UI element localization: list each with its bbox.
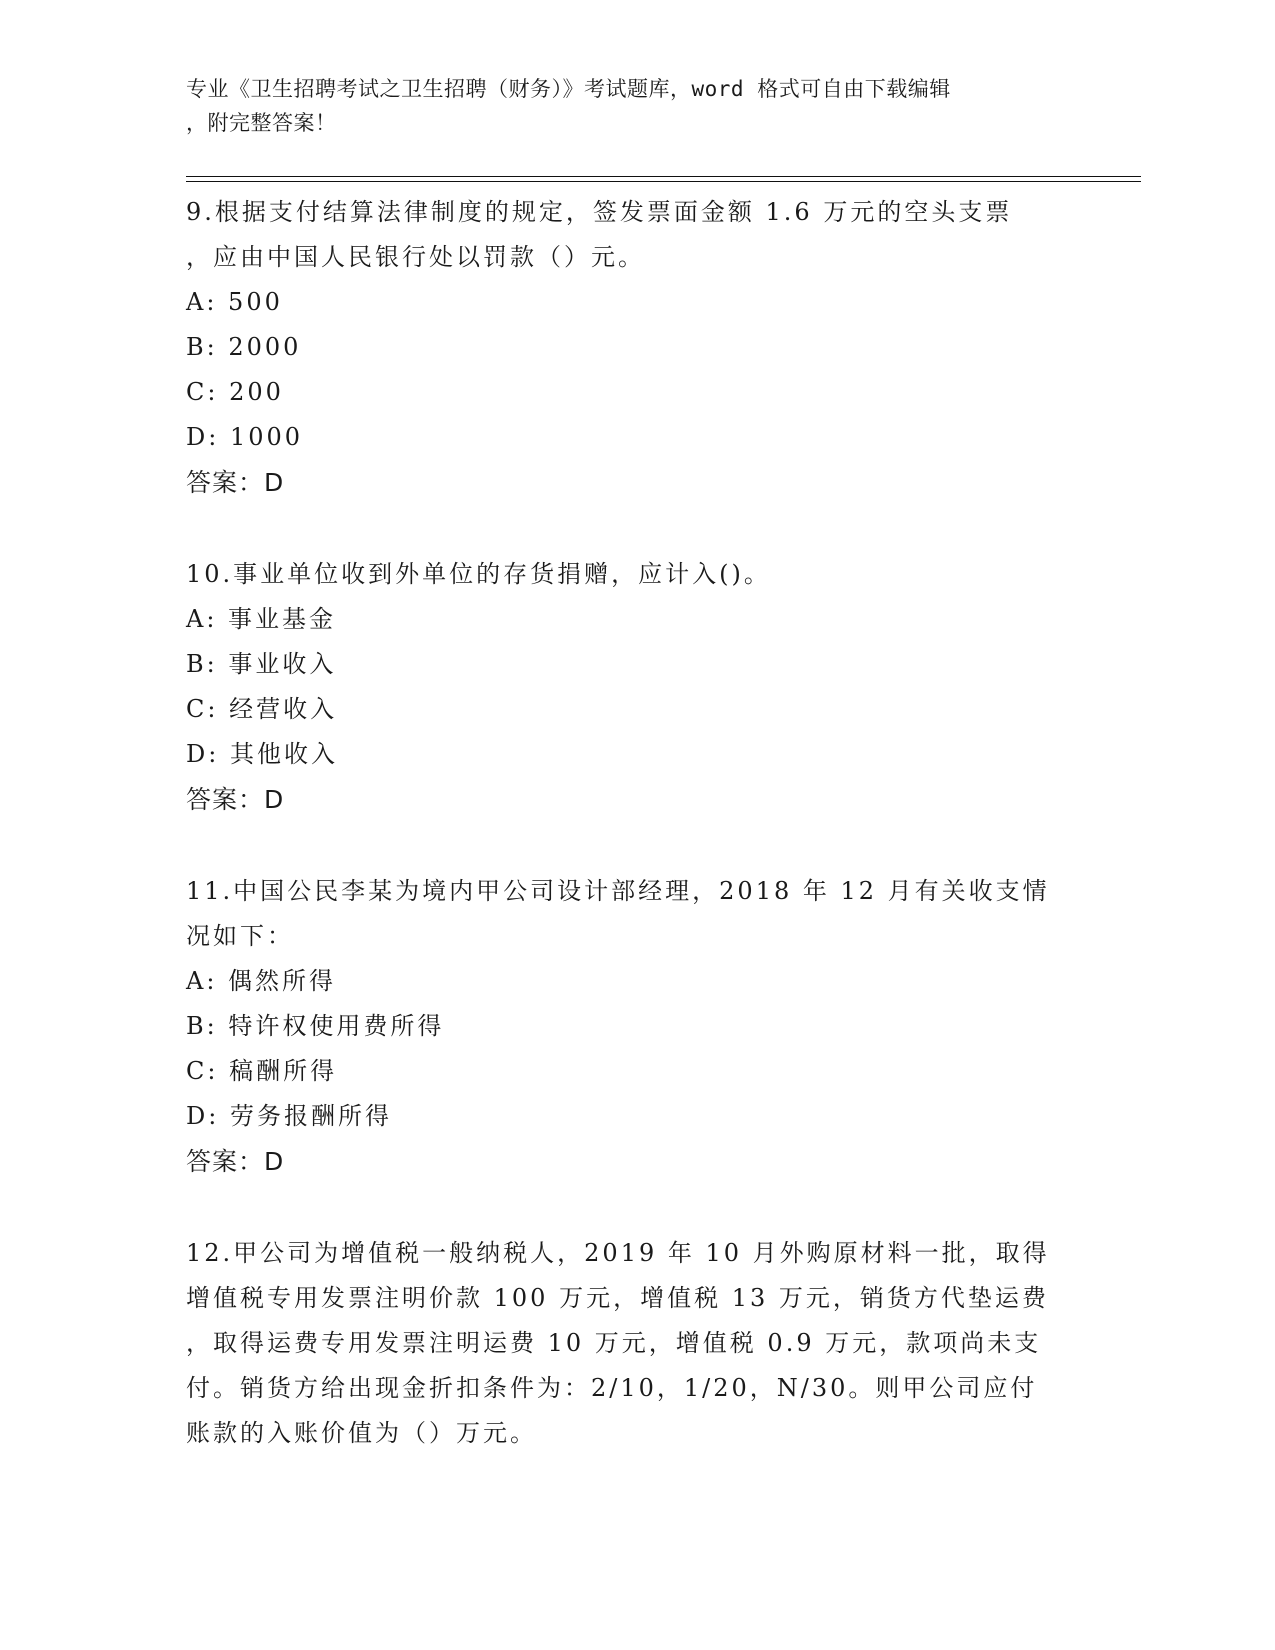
question-stem [186,188,1086,280]
stem-line: ，应由中国人民银行处以罚款（）元。 [186,243,645,271]
stem-line: 9.根据支付结算法律制度的规定，签发票面金额 1.6 万元的空头支票 [186,198,1013,226]
option-d: D: 其他收入 [186,740,338,768]
question-list [186,188,1086,1456]
stem-line: ，取得运费专用发票注明运费 10 万元，增值税 0.9 万元，款项尚未支 [186,1329,1042,1357]
option-a: A: 偶然所得 [186,967,337,995]
option-b: B: 2000 [186,333,302,361]
question-stem [186,867,1086,959]
header-divider-top [186,176,1141,177]
question-spacer [186,505,1086,550]
answer-line: 答案：D [186,1147,285,1176]
option-c: C: 稿酬所得 [186,1057,338,1085]
question-spacer [186,1184,1086,1229]
question-9 [186,188,1086,505]
question-11 [186,867,1086,1184]
stem-line: 10.事业单位收到外单位的存货捐赠，应计入()。 [186,560,771,588]
question-spacer [186,822,1086,867]
stem-line: 账款的入账价值为（）万元。 [186,1419,537,1447]
question-10 [186,550,1086,822]
option-d: D: 劳务报酬所得 [186,1102,392,1130]
header-line-1: 专业《卫生招聘考试之卫生招聘（财务）》考试题库，word 格式可自由下载编辑 [186,77,951,101]
stem-line: 11.中国公民李某为境内甲公司设计部经理，2018 年 12 月有关收支情 [186,877,1050,905]
question-stem [186,1229,1086,1456]
header-line-2: ，附完整答案！ [186,111,337,135]
question-stem [186,550,1086,597]
option-d: D: 1000 [186,423,304,451]
stem-line: 12.甲公司为增值税一般纳税人，2019 年 10 月外购原材料一批，取得 [186,1239,1050,1267]
stem-line: 增值税专用发票注明价款 100 万元，增值税 13 万元，销货方代垫运费 [186,1284,1049,1312]
document-header [186,72,1076,140]
option-a: A: 500 [186,288,283,316]
question-12 [186,1229,1086,1456]
option-b: B: 特许权使用费所得 [186,1012,445,1040]
header-divider-bottom [186,181,1141,182]
answer-line: 答案：D [186,785,285,814]
stem-line: 况如下： [186,922,294,950]
answer-line: 答案：D [186,468,285,497]
option-c: C: 经营收入 [186,695,338,723]
option-a: A: 事业基金 [186,605,337,633]
stem-line: 付。销货方给出现金折扣条件为：2/10，1/20，N/30。则甲公司应付 [186,1374,1038,1402]
option-c: C: 200 [186,378,284,406]
option-b: B: 事业收入 [186,650,337,678]
